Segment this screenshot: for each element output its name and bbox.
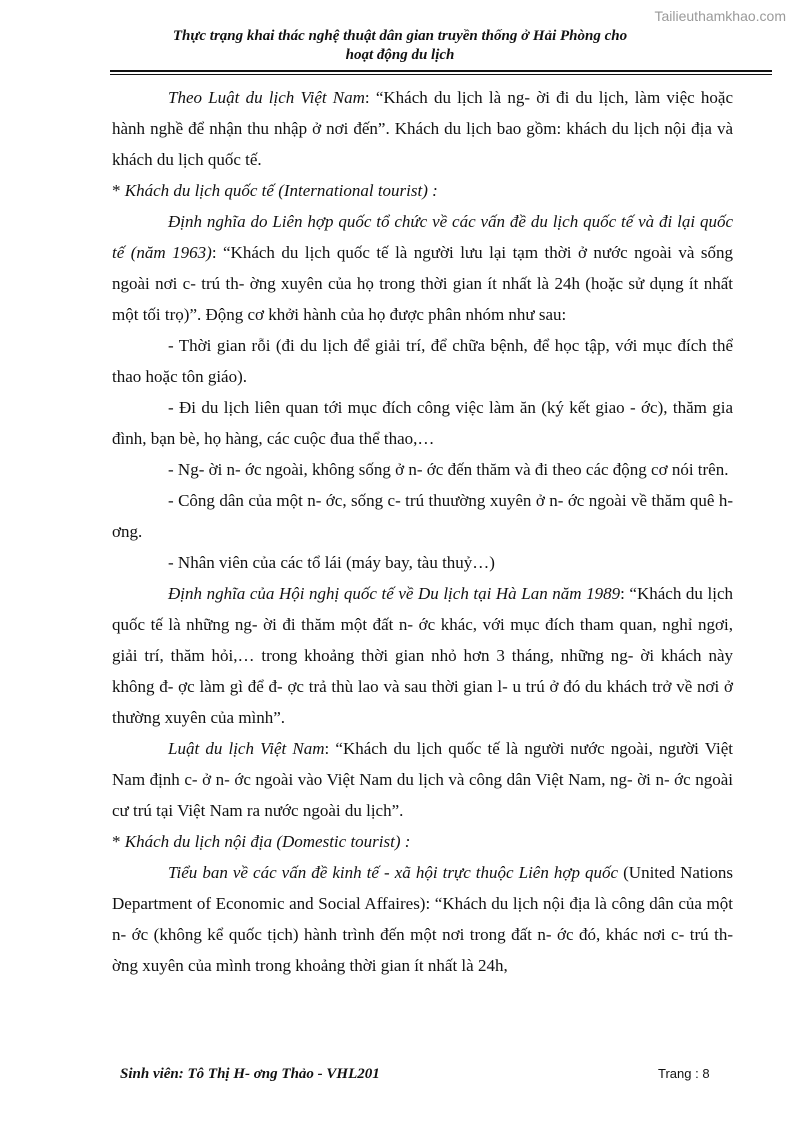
list-item: - Thời gian rỗi (đi du lịch để giải trí, để chữa bệnh, để học tập, với mục đích thể thao hoặc tôn giáo). (112, 336, 733, 386)
list-item: - Đi du lịch liên quan tới mục đích công việc làm ăn (ký kết giao - ớc), thăm gia đình, bạn bè, họ hàng, các cuộc đua thể thao,… (112, 398, 733, 448)
paragraph-vn-law-international (112, 733, 733, 826)
footer-student-name: Sinh viên: Tô Thị H- ơng Thảo - VHL201 (120, 1066, 380, 1082)
header-title-line2: hoạt động du lịch (345, 47, 455, 63)
paragraph-text: (United Nations Department of Economic and Social Affaires): “Khách du lịch nội địa là công dân của một n- ớc (không kể quốc tịch) hành trình đến một nơi trong đất n- ớc đó, khác nơi c- trú th- ờng xuyên của mình trong khoảng thời gian ít nhất là 24h, (112, 863, 733, 975)
watermark-text: Tailieuthamkhao.com (654, 8, 786, 24)
paragraph-text: : “Khách du lịch quốc tế là người nước ngoài, người Việt Nam định c- ở n- ớc ngoài vào Việt Nam du lịch và công dân Việt Nam, ng- ời n- ớc ngoài cư trú tại Việt Nam ra nước ngoài du lịch”. (112, 739, 733, 820)
paragraph-text: : “Khách du lịch là ng- ời đi du lịch, làm việc hoặc hành nghề để nhận thu nhập ở nơi đến”. Khách du lịch bao gồm: khách du lịch nội địa và khách du lịch quốc tế. (112, 88, 733, 169)
header-title-line1: Thực trạng khai thác nghệ thuật dân gian truyền thống ở Hải Phòng cho (172, 28, 628, 44)
document-body (112, 82, 733, 981)
paragraph-law-definition (112, 82, 733, 175)
paragraph-un-subcommittee (112, 857, 733, 981)
header-rule-thin (110, 74, 772, 75)
citation-source: Định nghĩa của Hội nghị quốc tế về Du lịch tại Hà Lan năm 1989 (168, 584, 621, 603)
paragraph-text: : “Khách du lịch quốc tế là người lưu lại tạm thời ở nước ngoài và sống ngoài nơi c- trú th- ờng xuyên của họ trong thời gian ít nhất là 24h (hoặc sử dụng ít nhất một tối trọ)”. Động cơ khởi hành của họ được phân nhóm như sau: (112, 243, 733, 324)
citation-source: Luật du lịch Việt Nam (168, 739, 325, 758)
paragraph-text: : “Khách du lịch quốc tế là những ng- ời đi thăm một đất n- ớc khác, với mục đích tham quan, nghỉ ngơi, giải trí, thăm hỏi,… trong khoảng thời gian nhỏ hơn 3 tháng, những ng- ời khách này không đ- ợc làm gì để đ- ợc trả thù lao và sau thời gian l- u trú ở đó du khách trở về nơi ở thường xuyên của mình”. (112, 584, 733, 727)
paragraph-un-definition (112, 206, 733, 330)
footer-page-number: Trang : 8 (658, 1066, 710, 1081)
paragraph-hague-definition (112, 578, 733, 733)
heading-star: * (112, 181, 121, 200)
list-item: - Nhân viên của các tổ lái (máy bay, tàu thuỷ…) (168, 553, 495, 572)
heading-text: Khách du lịch quốc tế (International tourist) : (120, 181, 438, 200)
heading-text: Khách du lịch nội địa (Domestic tourist) : (120, 832, 411, 851)
citation-source: Tiểu ban về các vấn đề kinh tế - xã hội trực thuộc Liên hợp quốc (168, 863, 619, 882)
section-heading-domestic (112, 826, 733, 857)
section-heading-international (112, 175, 733, 206)
list-item: - Ng- ời n- ớc ngoài, không sống ở n- ớc đến thăm và đi theo các động cơ nói trên. (168, 460, 729, 479)
heading-star: * (112, 832, 121, 851)
header-rule-thick (110, 70, 772, 72)
page-header (110, 27, 690, 65)
citation-source: Theo Luật du lịch Việt Nam (168, 88, 365, 107)
list-item: - Công dân của một n- ớc, sống c- trú thuường xuyên ở n- ớc ngoài về thăm quê h- ơng. (112, 491, 733, 541)
citation-source: Định nghĩa do Liên hợp quốc tổ chức về các vấn đề du lịch quốc tế và đi lại quốc tế (năm 1963) (112, 212, 733, 262)
